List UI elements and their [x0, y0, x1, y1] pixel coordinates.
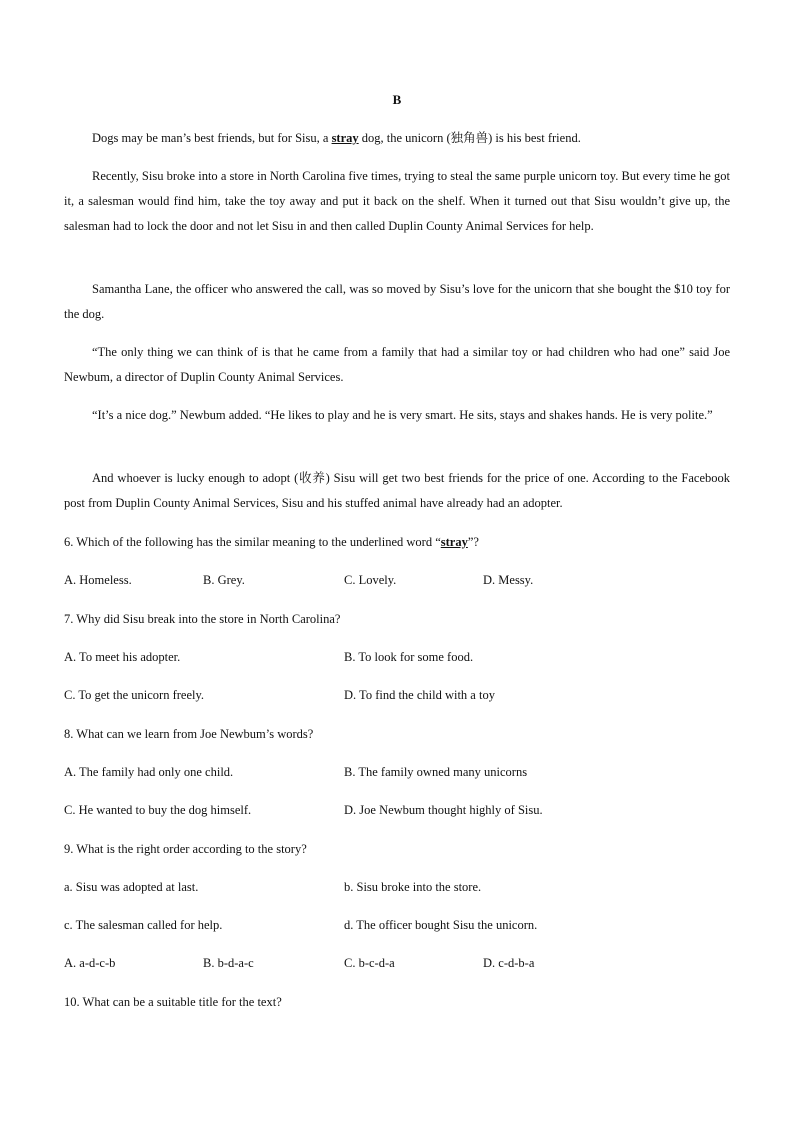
question-10-stem: 10. What can be a suitable title for the text?: [64, 995, 282, 1009]
question-8-option-b[interactable]: B. The family owned many unicorns: [344, 765, 528, 779]
question-9-option-c[interactable]: C. b-c-d-a: [344, 956, 395, 970]
question-6-option-d[interactable]: D. Messy.: [483, 573, 534, 587]
question-9-option-b[interactable]: B. b-d-a-c: [203, 956, 254, 970]
question-8-option-c[interactable]: C. He wanted to buy the dog himself.: [64, 803, 252, 817]
question-8-stem: 8. What can we learn from Joe Newbum’s words?: [64, 727, 314, 741]
question-6-keyword: stray: [440, 535, 468, 549]
underlined-keyword: stray: [331, 131, 359, 145]
question-9-item-c: c. The salesman called for help.: [64, 918, 223, 932]
question-8-option-a[interactable]: A. The family had only one child.: [64, 765, 234, 779]
question-9-item-d: d. The officer bought Sisu the unicorn.: [344, 918, 538, 932]
question-9-item-b: b. Sisu broke into the store.: [344, 880, 482, 894]
passage-paragraph-2: Recently, Sisu broke into a store in North Carolina five times, trying to steal the same purple unicorn toy. But every time he got it, a salesman would find him, take the toy away and put it back on the shelf. When it turned out that Sisu wouldn’t give up, the salesman had to lock the door and not let Sisu in and then called Duplin County Animal Services for help.: [64, 169, 730, 233]
question-9-option-a[interactable]: A. a-d-c-b: [64, 956, 116, 970]
question-9-item-a: a. Sisu was adopted at last.: [64, 880, 199, 894]
question-7-option-c[interactable]: C. To get the unicorn freely.: [64, 688, 205, 702]
question-9-option-d[interactable]: D. c-d-b-a: [483, 956, 535, 970]
question-7-option-d[interactable]: D. To find the child with a toy: [344, 688, 495, 702]
question-7-option-a[interactable]: A. To meet his adopter.: [64, 650, 181, 664]
question-8-option-d[interactable]: D. Joe Newbum thought highly of Sisu.: [344, 803, 543, 817]
passage-paragraph-1: Dogs may be man’s best friends, but for Sisu, a stray dog, the unicorn (独角兽) is his best friend.: [92, 131, 581, 145]
section-title: B: [392, 92, 402, 107]
question-9-stem: 9. What is the right order according to the story?: [64, 842, 307, 856]
question-6-option-b[interactable]: B. Grey.: [203, 573, 245, 587]
question-7-option-b[interactable]: B. To look for some food.: [344, 650, 474, 664]
passage-paragraph-5: “It’s a nice dog.” Newbum added. “He likes to play and he is very smart. He sits, stays and shakes hands. He is very polite.”: [92, 408, 713, 422]
passage-paragraph-6: And whoever is lucky enough to adopt (收养) Sisu will get two best friends for the price of one. According to the Facebook post from Duplin County Animal Services, Sisu and his stuffed animal have already had an adopter.: [64, 471, 730, 510]
question-7-stem: 7. Why did Sisu break into the store in North Carolina?: [64, 612, 341, 626]
question-6-option-a[interactable]: A. Homeless.: [64, 573, 132, 587]
passage-paragraph-4: “The only thing we can think of is that he came from a family that had a similar toy or had children who had one” said Joe Newbum, a director of Duplin County Animal Services.: [64, 345, 730, 384]
question-6-stem: 6. Which of the following has the similar meaning to the underlined word “stray”?: [64, 535, 479, 549]
question-6-option-c[interactable]: C. Lovely.: [344, 573, 397, 587]
passage-paragraph-3: Samantha Lane, the officer who answered the call, was so moved by Sisu’s love for the unicorn that she bought the $10 toy for the dog.: [64, 282, 730, 321]
